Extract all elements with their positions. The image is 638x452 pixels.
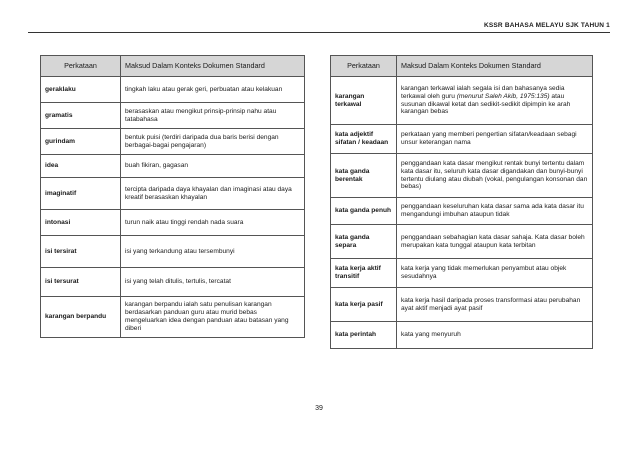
term-cell: karangan berpandu xyxy=(41,297,121,338)
glossary-table-right xyxy=(330,55,593,349)
table-row xyxy=(331,198,593,225)
definition-cell: tingkah laku atau gerak geri, perbuatan atau kelakuan xyxy=(121,77,305,103)
definition-cell: penggandaan keseluruhan kata dasar sama ada kata dasar itu mengandungi imbuhan ataupun tidak xyxy=(397,198,593,225)
definition-cell: tercipta daripada daya khayalan dan imaginasi atau daya kreatif berasaskan khayalan xyxy=(121,178,305,210)
table-row xyxy=(41,236,305,268)
page-number: 39 xyxy=(315,405,323,412)
definition-text: karangan terkawal ialah segala isi dan bahasanya sedia terkawal oleh guru xyxy=(401,84,565,100)
table-row xyxy=(41,155,305,178)
table-row xyxy=(331,225,593,259)
term-cell: idea xyxy=(41,155,121,178)
table-row xyxy=(331,77,593,125)
term-cell: kata ganda separa xyxy=(331,225,397,259)
term-cell: isi tersurat xyxy=(41,268,121,297)
definition-cell: karangan berpandu ialah satu penulisan karangan berdasarkan panduan guru atau murid bebas mengeluarkan idea dengan panduan atau batasan yang diberi xyxy=(121,297,305,338)
term-cell: kata adjektif sifatan / keadaan xyxy=(331,125,397,154)
definition-cell: kata yang menyuruh xyxy=(397,322,593,349)
definition-cell: isi yang telah ditulis, tertulis, tercatat xyxy=(121,268,305,297)
table-header-row xyxy=(41,56,305,77)
definition-cell: berasaskan atau mengikut prinsip-prinsip nahu atau tatabahasa xyxy=(121,103,305,129)
definition-cell xyxy=(397,77,593,125)
table-row xyxy=(331,288,593,322)
table-row xyxy=(41,178,305,210)
definition-cell: turun naik atau tinggi rendah nada suara xyxy=(121,210,305,236)
term-cell: imaginatif xyxy=(41,178,121,210)
table-row xyxy=(41,297,305,338)
term-cell: gramatis xyxy=(41,103,121,129)
column-header-term: Perkataan xyxy=(41,56,121,77)
table-row xyxy=(331,125,593,154)
column-header-meaning: Maksud Dalam Konteks Dokumen Standard xyxy=(121,56,305,77)
term-cell: karangan terkawal xyxy=(331,77,397,125)
definition-cell: kata kerja hasil daripada proses transformasi atau perubahan ayat aktif menjadi ayat pasif xyxy=(397,288,593,322)
definition-cell: bentuk puisi (terdiri daripada dua baris berisi dengan berbagai-bagai pengajaran) xyxy=(121,129,305,155)
term-cell: kata kerja pasif xyxy=(331,288,397,322)
table-header-row xyxy=(331,56,593,77)
table-row xyxy=(41,77,305,103)
term-cell: kata kerja aktif transitif xyxy=(331,259,397,288)
table-row xyxy=(41,129,305,155)
definition-cell: penggandaan kata dasar mengikut rentak bunyi tertentu dalam kata dasar itu, seluruh kata dasar digandakan dan bunyi-bunyi tertentu diulang atau diubah (vokal, pengulangan konsonan dan bebas) xyxy=(397,154,593,198)
term-cell: kata perintah xyxy=(331,322,397,349)
term-cell: gurindam xyxy=(41,129,121,155)
definition-cell: penggandaan sebahagian kata dasar sahaja. Kata dasar boleh merupakan kata tunggal ataupun kata terbitan xyxy=(397,225,593,259)
table-row xyxy=(331,259,593,288)
header-rule xyxy=(28,32,610,33)
document-header: KSSR BAHASA MELAYU SJK TAHUN 1 xyxy=(483,22,610,29)
term-cell: geraklaku xyxy=(41,77,121,103)
term-cell: kata ganda berentak xyxy=(331,154,397,198)
table-row xyxy=(331,322,593,349)
definition-cell: isi yang terkandung atau tersembunyi xyxy=(121,236,305,268)
glossary-table-left xyxy=(40,55,305,338)
definition-cell: kata kerja yang tidak memerlukan penyambut atau objek sesudahnya xyxy=(397,259,593,288)
term-cell: intonasi xyxy=(41,210,121,236)
term-cell: kata ganda penuh xyxy=(331,198,397,225)
definition-text: atau susunan dikawal ketat dan sedikit-sedikit dipimpin ke arah karangan bebas xyxy=(401,92,571,116)
table-row xyxy=(41,268,305,297)
table-row xyxy=(41,103,305,129)
table-row xyxy=(331,154,593,198)
definition-cell: perkataan yang memberi pengertian sifatan/keadaan sebagi unsur keterangan nama xyxy=(397,125,593,154)
table-row xyxy=(41,210,305,236)
citation-text: (menurut Saleh Akib, 1975:135) xyxy=(456,92,550,100)
column-header-term: Perkataan xyxy=(331,56,397,77)
column-header-meaning: Maksud Dalam Konteks Dokumen Standard xyxy=(397,56,593,77)
term-cell: isi tersirat xyxy=(41,236,121,268)
definition-cell: buah fikiran, gagasan xyxy=(121,155,305,178)
